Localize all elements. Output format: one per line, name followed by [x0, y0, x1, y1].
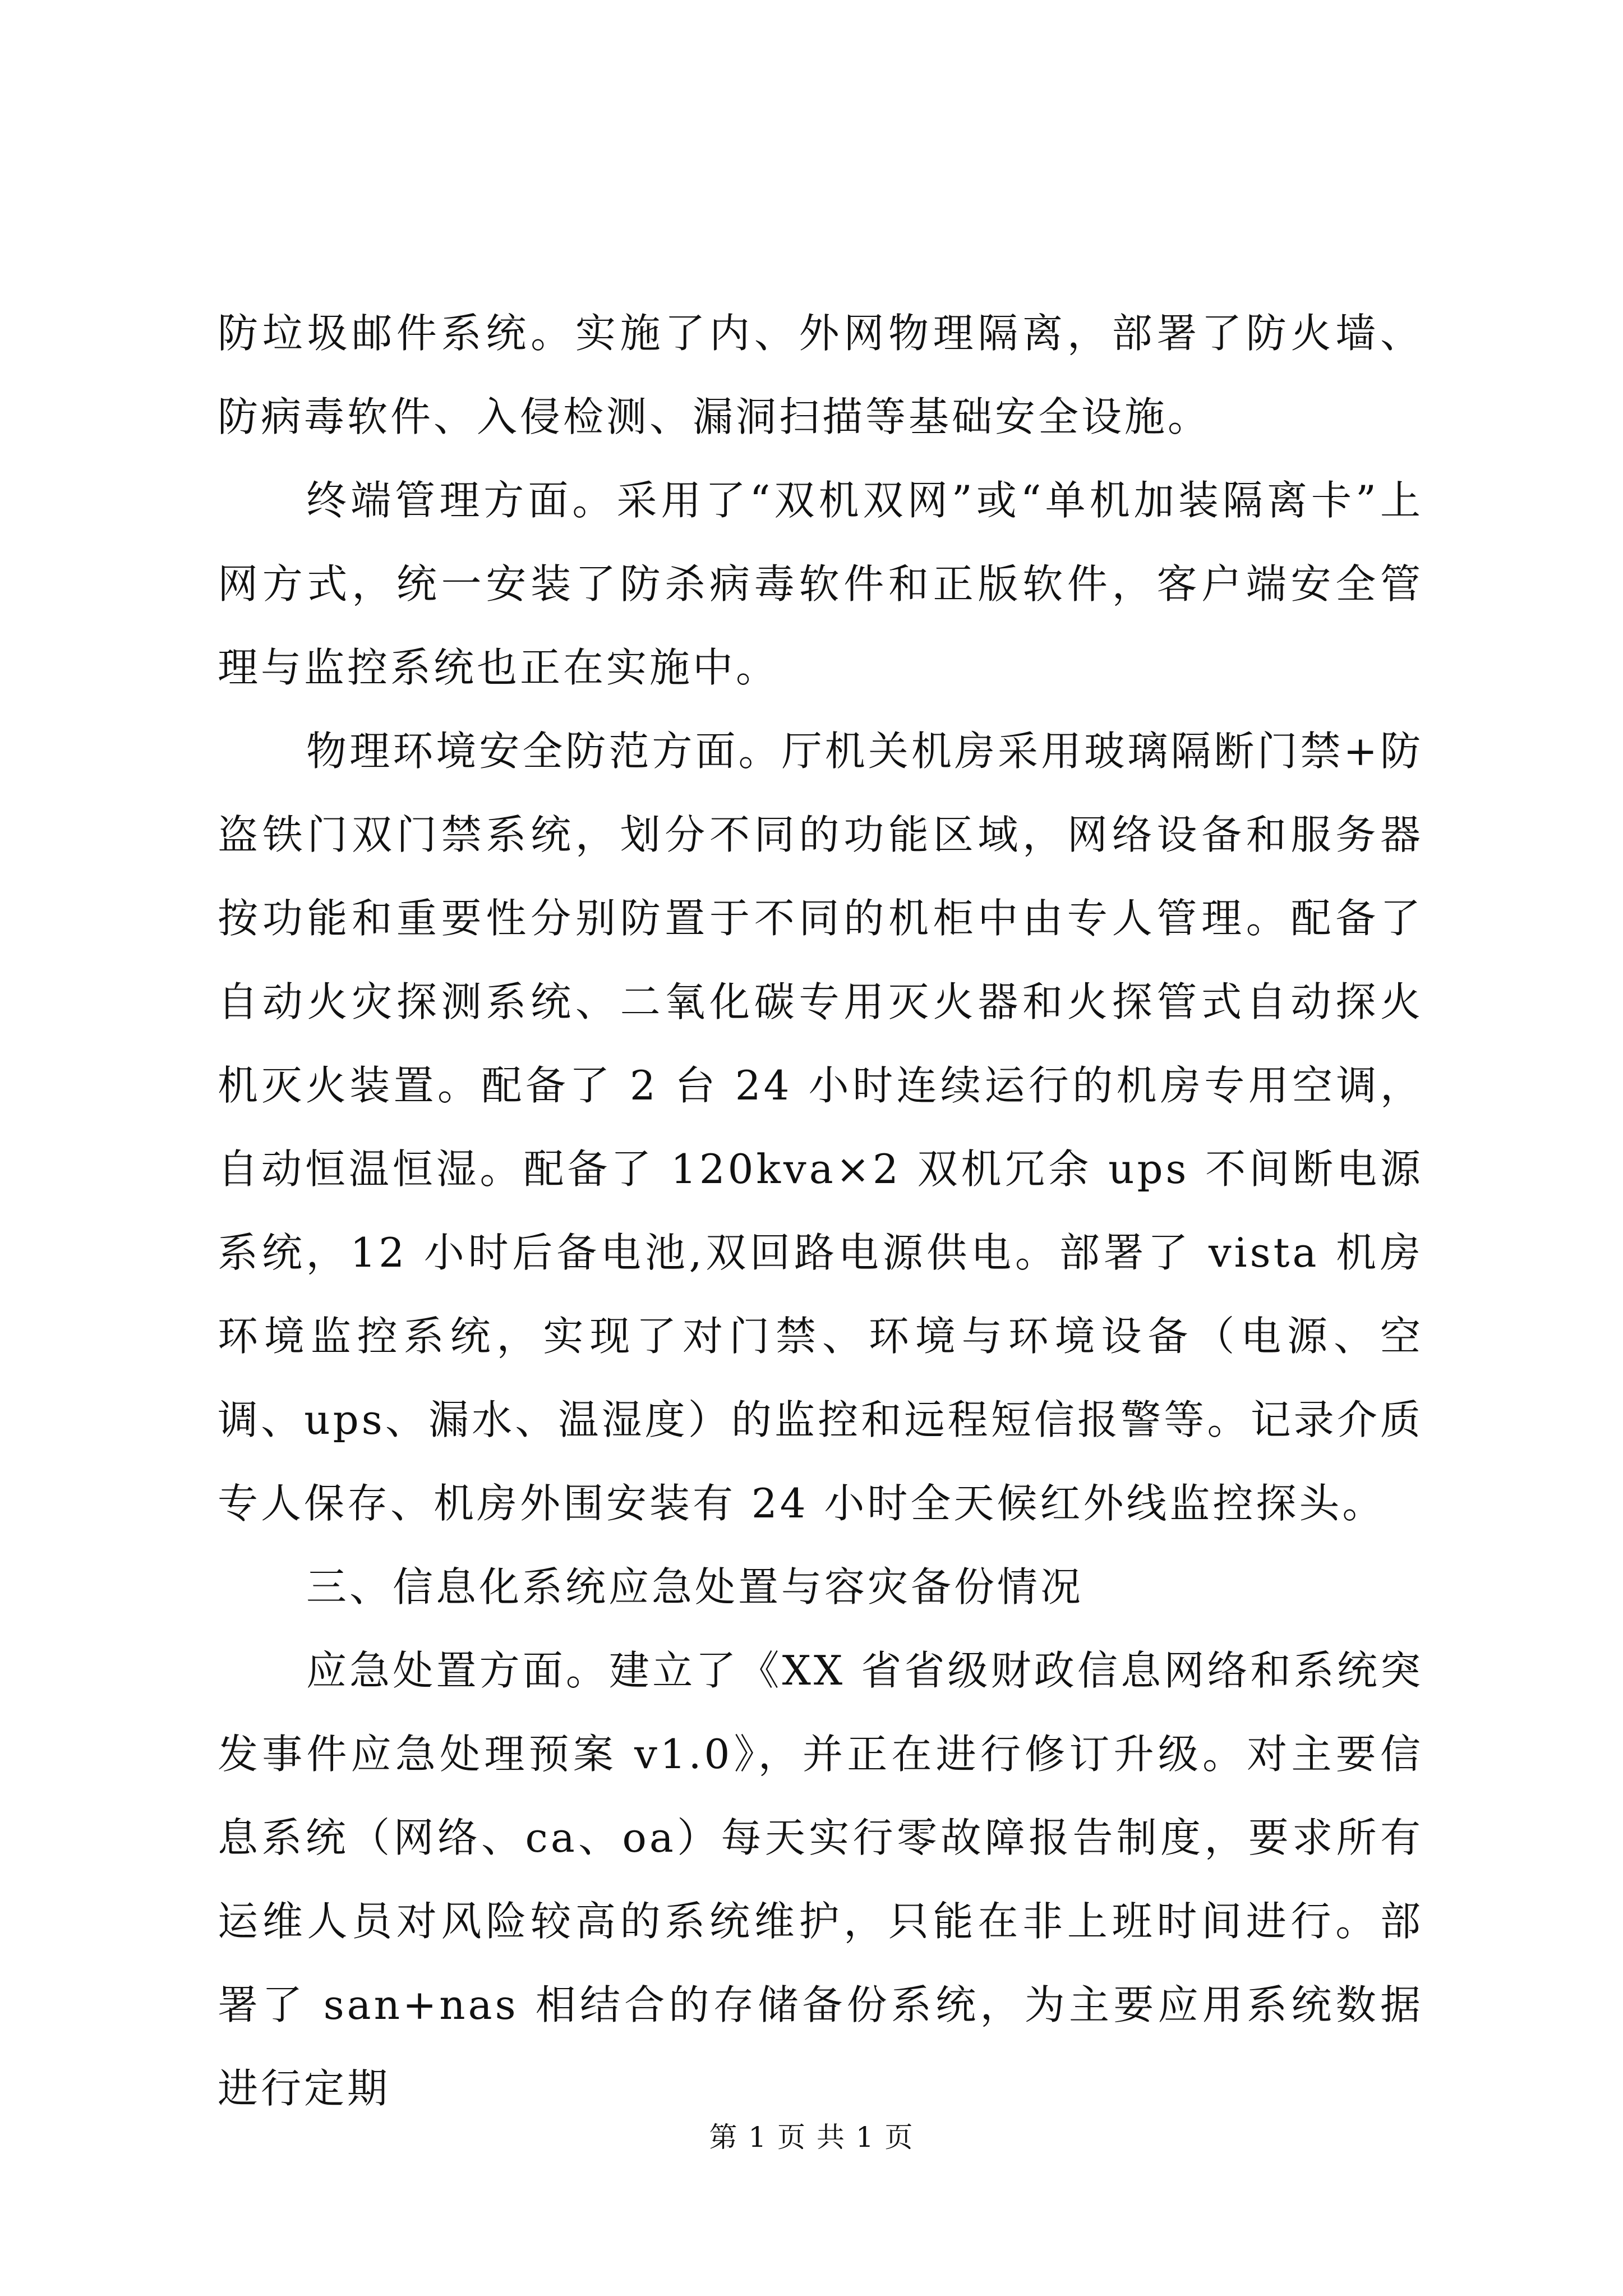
paragraph-emergency-handling: 应急处置方面。建立了《XX 省省级财政信息网络和系统突发事件应急处理预案 v1.0》，并正在进行修订升级。对主要信息系统（网络、ca、oa）每天实行零故障报告制度，要求所有运维人员对风险较高的系统维护，只能在非上班时间进行。部署了 san+nas 相结合的存储备份系统，为主要应用系统数据进行定期 — [218, 1647, 1423, 2112]
paragraph-spam-and-isolation: 防垃圾邮件系统。实施了内、外网物理隔离，部署了防火墙、防病毒软件、入侵检测、漏洞扫描等基础安全设施。 — [218, 310, 1423, 440]
document-body — [218, 292, 1423, 2131]
paragraph-physical-environment: 物理环境安全防范方面。厅机关机房采用玻璃隔断门禁+防盗铁门双门禁系统，划分不同的功能区域，网络设备和服务器按功能和重要性分别防置于不同的机柜中由专人管理。配备了自动火灾探测系统、二氧化碳专用灭火器和火探管式自动探火机灭火装置。配备了 2 台 24 小时连续运行的机房专用空调，自动恒温恒湿。配备了 120kva×2 双机冗余 ups 不间断电源系统，12 小时后备电池,双回路电源供电。部署了 vista 机房环境监控系统，实现了对门禁、环境与环境设备（电源、空调、ups、漏水、温湿度）的监控和远程短信报警等。记录介质专人保存、机房外围安装有 24 小时全天候红外线监控探头。 — [218, 728, 1423, 1527]
paragraph-terminal-management: 终端管理方面。采用了“双机双网”或“单机加装隔离卡”上网方式，统一安装了防杀病毒软件和正版软件，客户端安全管理与监控系统也正在实施中。 — [218, 477, 1423, 691]
section-heading-emergency: 三、信息化系统应急处置与容灾备份情况 — [306, 1563, 1084, 1611]
page-footer: 第 1 页 共 1 页 — [709, 2121, 914, 2154]
